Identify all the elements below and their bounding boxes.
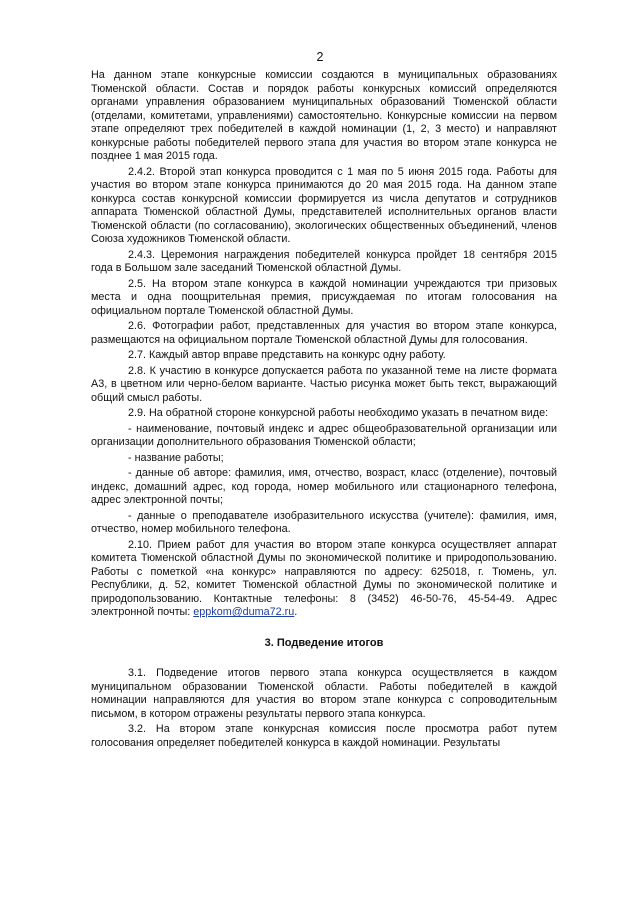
paragraph: 3.1. Подведение итогов первого этапа конкурса осуществляется в каждом муниципальном образовании Тюменской области. Работы победителей в каждой номинации направляются для участия во втором этапе конкурса с сопроводительным письмом, в котором отражены результаты первого этапа конкурса. (91, 667, 557, 720)
paragraph: 2.7. Каждый автор вправе представить на конкурс одну работу. (128, 349, 446, 361)
paragraph: 2.4.3. Церемония награждения победителей конкурса пройдет 18 сентября 2015 года в Большом зале заседаний Тюменской областной Думы. (91, 248, 557, 274)
paragraph: 2.9. На обратной стороне конкурсной работы необходимо указать в печатном виде: (128, 407, 549, 419)
paragraph: 2.8. К участию в конкурсе допускается работа по указанной теме на листе формата А3, в цветном или черно-белом варианте. Частью рисунка может быть текст, выражающий общий смысл работы. (91, 364, 557, 404)
contacts-end: . (294, 606, 298, 618)
email-link[interactable]: eppkom@duma72.ru (193, 606, 295, 618)
paragraph: 3.2. На втором этапе конкурсная комиссия после просмотра работ путем голосования определяет победителей конкурса в каждой номинации. Результаты (91, 723, 557, 749)
page-number: 2 (316, 50, 324, 64)
document-body (91, 69, 557, 752)
paragraph: На данном этапе конкурсные комиссии создаются в муниципальных образованиях Тюменской области. Состав и порядок работы конкурсных комиссий определяются органами управления образованием муниципальных образований Тюменской области (отделами, комитетами, управлениями) самостоятельно. Конкурсные комиссии на первом этапе определяют трех победителей в каждой номинации (1, 2, 3 место) и направляют конкурсные работы победителей первого этапа для участия во втором этапе конкурса не позднее 1 мая 2015 года. (91, 69, 557, 162)
list-item: - наименование, почтовый индекс и адрес общеобразовательной организации или организации дополнительного образования Тюменской области; (91, 422, 557, 448)
section-heading: 3. Подведение итогов (264, 636, 384, 649)
list-item: - название работы; (128, 451, 224, 464)
paragraph: 2.4.2. Второй этап конкурса проводится с 1 мая по 5 июня 2015 года. Работы для участия во втором этапе конкурса принимаются до 20 мая 2015 года. На данном этапе конкурса состав конкурсной комиссии формируется из числа депутатов и сотрудников аппарата Тюменской областной Думы, представителей исполнительных органов власти Тюменской области (по согласованию), экологических общественных объединений, членов Союза художников Тюменской области. (91, 165, 557, 245)
list-item: - данные об авторе: фамилия, имя, отчество, возраст, класс (отделение), почтовый индекс, домашний адрес, код города, номер мобильного или стационарного телефона, адрес электронной почты; (91, 467, 557, 506)
list-item: - данные о преподавателе изобразительного искусства (учителе): фамилия, имя, отчество, номер мобильного телефона. (91, 509, 557, 535)
paragraph-contacts (91, 539, 557, 620)
paragraph: 2.6. Фотографии работ, представленных для участия во втором этапе конкурса, размещаются на официальном портале Тюменской областной Думы для голосования. (91, 320, 557, 346)
paragraph: 2.5. На втором этапе конкурса в каждой номинации учреждаются три призовых места и одна поощрительная премия, присуждаемая по итогам голосования на официальном портале Тюменской областной Думы. (91, 277, 557, 317)
contacts-text: 2.10. Прием работ для участия во втором этапе конкурса осуществляет аппарат комитета Тюменской областной Думы по экономической политике и природопользованию. Работы с пометкой «на конкурс» направляются по адресу: 625018, г. Тюмень, ул. Республики, д. 52, комитет Тюменской областной Думы по экономической политике и природопользованию. Контактные телефоны: 8 (3452) 46-50-76, 45-54-49. Адрес электронной почты: (91, 538, 557, 618)
